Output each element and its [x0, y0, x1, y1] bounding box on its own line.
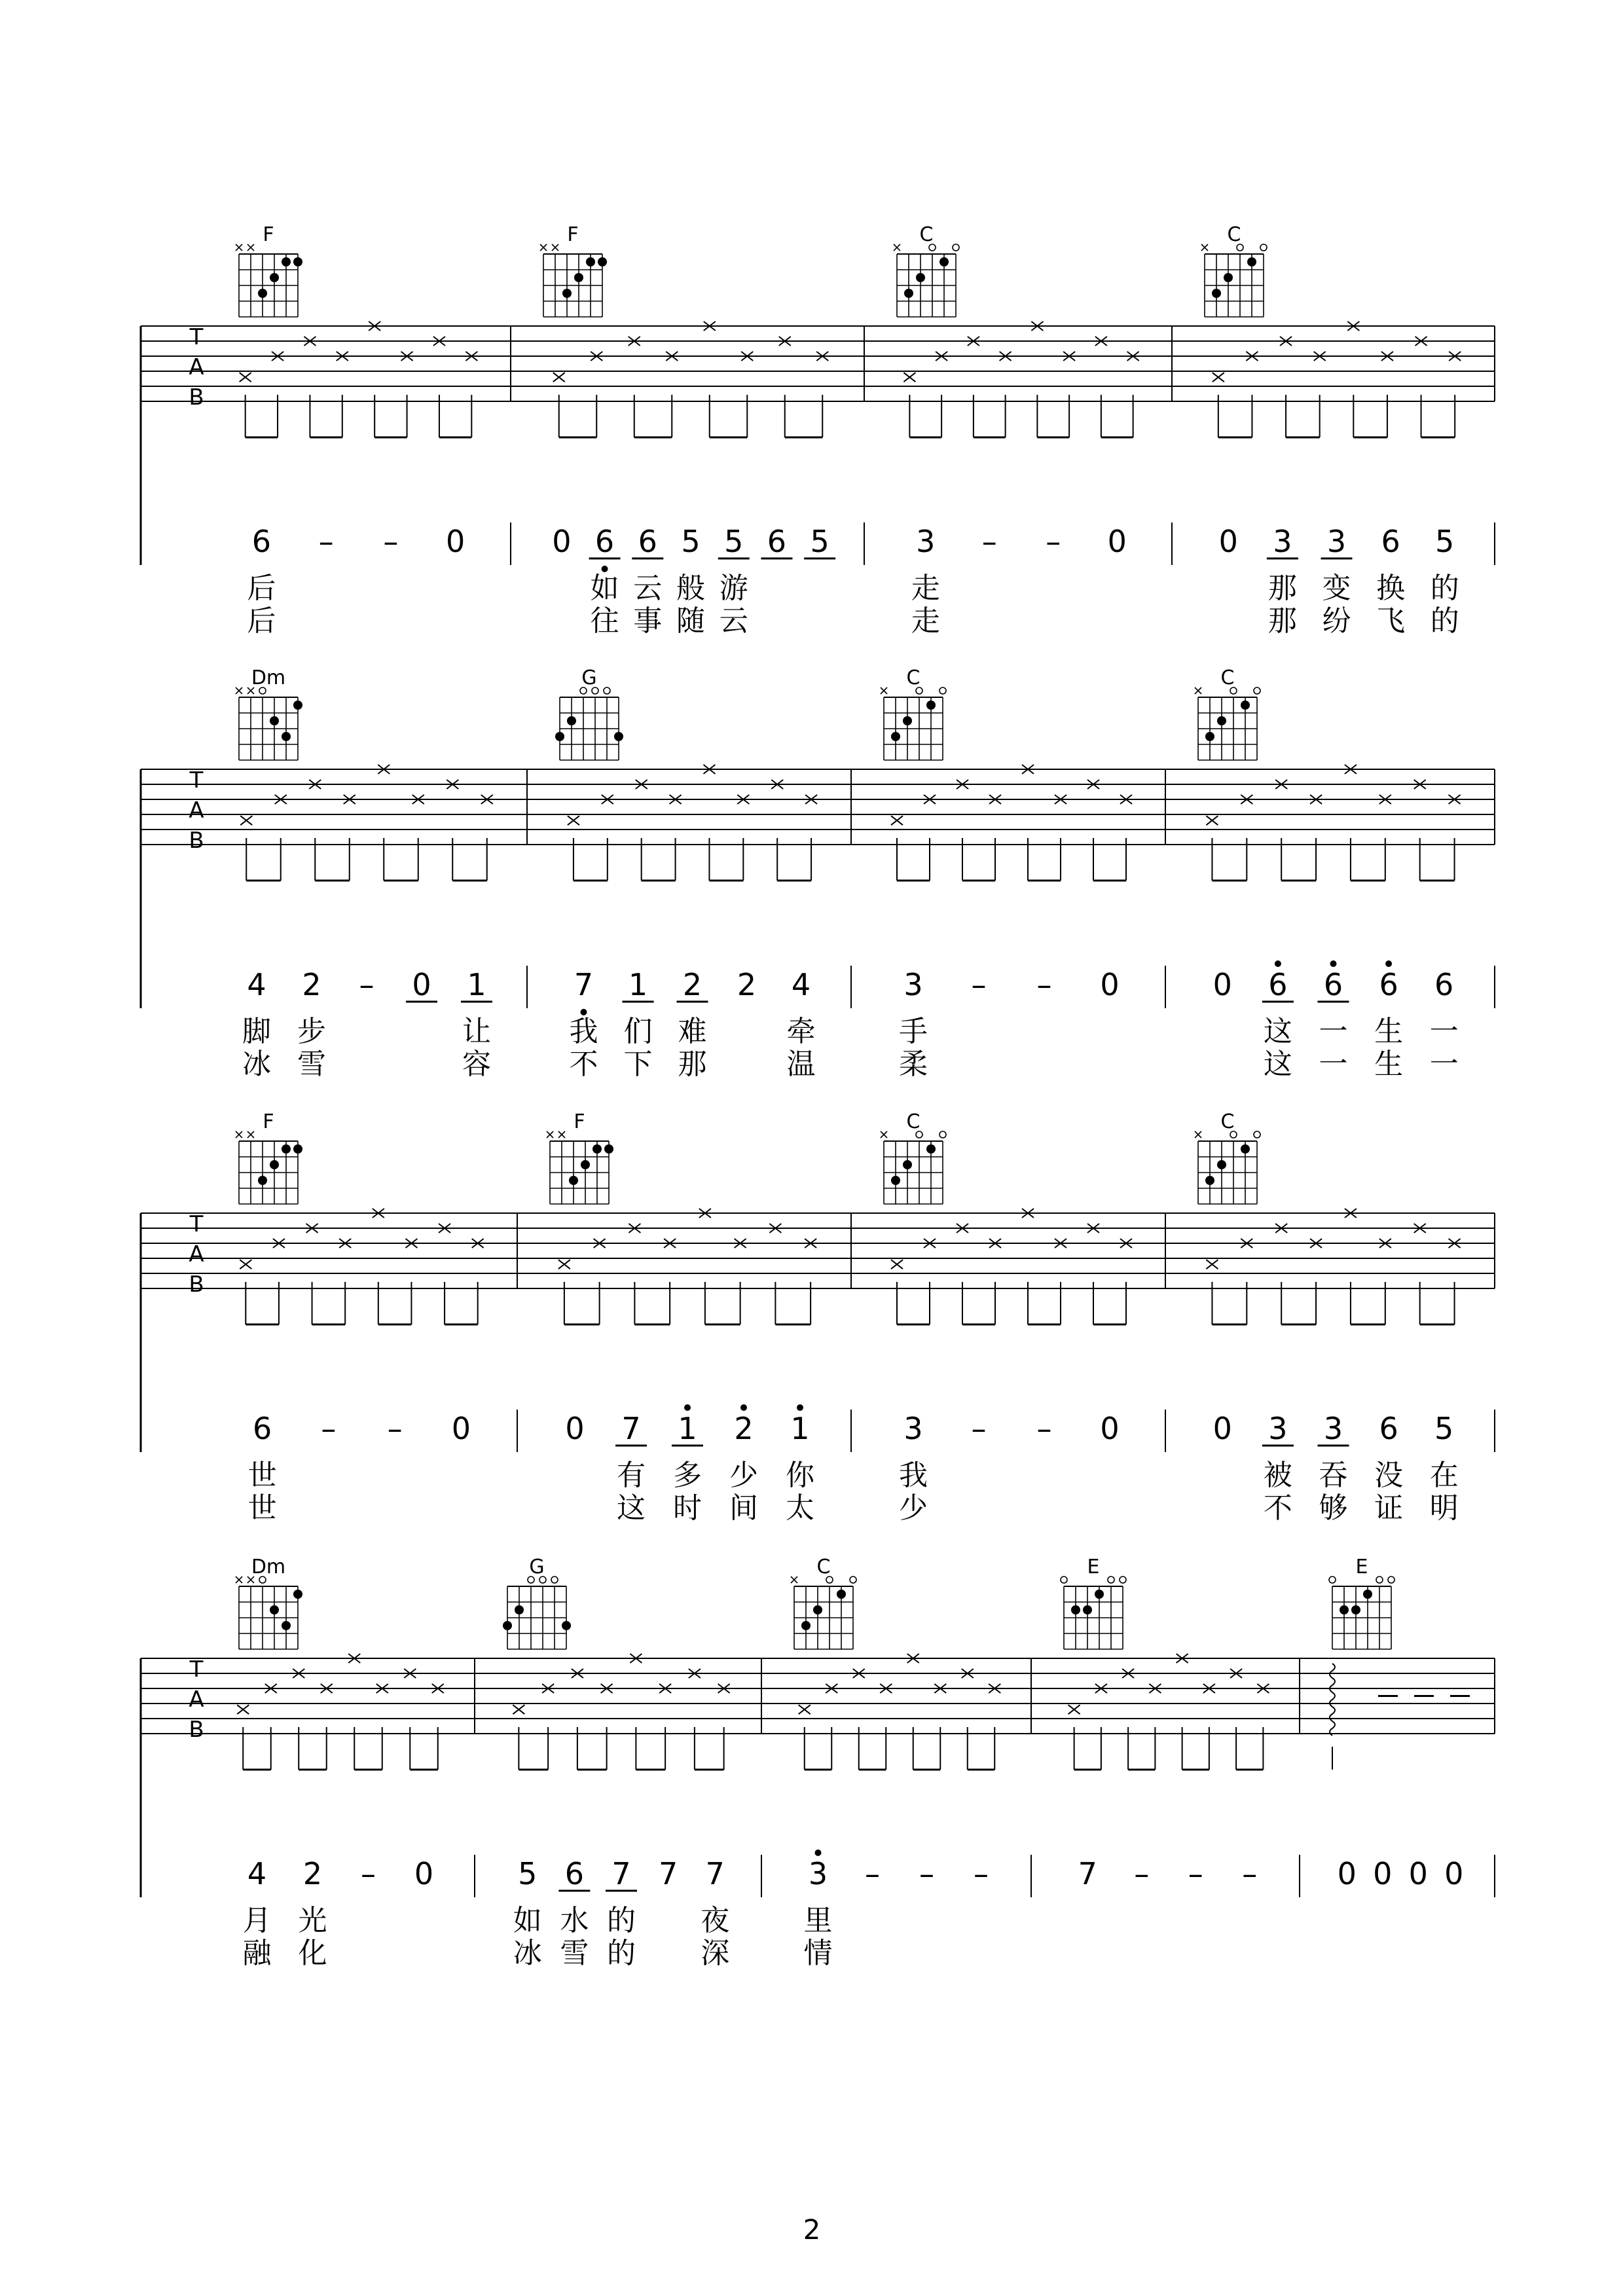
jianpu-note: – [1242, 1856, 1258, 1891]
measure [236, 666, 527, 1081]
jianpu-note: 0 [1373, 1856, 1393, 1891]
svg-text:A: A [189, 354, 204, 380]
lyric-char: 纷 [1322, 604, 1351, 638]
chord-name: F [263, 1110, 274, 1133]
lyric-char: 一 [1319, 1015, 1348, 1048]
lyric-char: 游 [719, 572, 748, 605]
lyric-char: 后 [247, 604, 276, 638]
measure [236, 223, 511, 638]
jianpu-note: 6 [252, 1411, 272, 1446]
lyric-char: 多 [673, 1459, 702, 1492]
lyric-char: 够 [1319, 1491, 1348, 1525]
lyric-char: 雪 [560, 1937, 589, 1970]
svg-text:A: A [189, 797, 204, 824]
chord-name: F [567, 223, 579, 246]
lyric-char: 化 [298, 1937, 327, 1970]
jianpu-note: 0 [1213, 1411, 1232, 1446]
lyric-char: 雪 [297, 1048, 326, 1081]
lyric-char: 下 [623, 1048, 653, 1081]
jianpu-note: – [1188, 1856, 1203, 1891]
jianpu-note: 5 [681, 524, 701, 559]
jianpu-note: 0 [1107, 524, 1127, 559]
measure [547, 1110, 851, 1525]
lyric-char: 换 [1376, 572, 1406, 605]
lyric-char: 变 [1322, 572, 1351, 605]
lyric-char: 手 [899, 1015, 928, 1048]
jianpu-note: – [318, 524, 334, 559]
measure [236, 1556, 475, 1970]
lyric-char: 水 [560, 1904, 589, 1937]
lyric-char: 容 [462, 1048, 491, 1081]
lyric-char: 往 [590, 604, 619, 638]
measure [881, 666, 1165, 1081]
lyric-char: 那 [1267, 572, 1297, 605]
chord-name: E [1355, 1556, 1368, 1578]
jianpu-note: 0 [451, 1411, 471, 1446]
tab-clef [189, 1211, 204, 1298]
jianpu-note: 6 [1268, 967, 1288, 1002]
jianpu-note: 6 [251, 524, 272, 559]
tab-clef [189, 1656, 204, 1743]
jianpu-note: – [971, 1411, 987, 1446]
jianpu-note: 0 [1444, 1856, 1464, 1891]
jianpu-note: 3 [1326, 524, 1347, 559]
lyric-char: 那 [678, 1048, 707, 1081]
lyric-char: 这 [1263, 1048, 1292, 1081]
lyric-char: 光 [298, 1904, 327, 1937]
lyric-char: 在 [1429, 1459, 1459, 1492]
lyric-char: 月 [242, 1904, 272, 1937]
measure [236, 1110, 517, 1525]
lyric-char: 你 [786, 1459, 814, 1492]
lyric-char: 这 [1263, 1015, 1292, 1048]
jianpu-note: 7 [611, 1856, 631, 1891]
lyric-char: 如 [590, 572, 619, 605]
lyric-char: 随 [676, 604, 705, 638]
svg-text:T: T [189, 1656, 204, 1683]
lyric-char: 吞 [1319, 1459, 1348, 1492]
jianpu-note: 2 [302, 1856, 323, 1891]
chord-name: C [816, 1556, 831, 1578]
lyric-char: 步 [297, 1015, 326, 1048]
measure [503, 1556, 761, 1970]
lyric-char: 融 [242, 1937, 272, 1970]
lyric-char: 的 [1430, 604, 1459, 638]
jianpu-note: 6 [1381, 524, 1400, 559]
jianpu-note: 0 [1100, 967, 1120, 1002]
jianpu-note: 0 [565, 1411, 585, 1446]
lyric-char: 时 [673, 1491, 702, 1525]
lyric-char: 这 [617, 1491, 646, 1525]
lyric-char: 生 [1374, 1048, 1404, 1081]
lyric-char: 太 [786, 1491, 814, 1525]
lyric-char: 间 [729, 1491, 758, 1525]
jianpu-note: 6 [1434, 967, 1454, 1002]
lyric-char: 里 [803, 1904, 833, 1937]
lyric-char: 我 [569, 1015, 598, 1048]
jianpu-note: 0 [445, 524, 465, 559]
jianpu-note: 1 [678, 1411, 697, 1446]
jianpu-note: – [387, 1411, 403, 1446]
lyric-char: 少 [899, 1491, 928, 1525]
jianpu-note: – [981, 524, 997, 559]
jianpu-note: 5 [810, 524, 830, 559]
jianpu-note: – [1036, 1411, 1052, 1446]
jianpu-note: – [974, 1856, 989, 1891]
jianpu-note: 5 [724, 524, 744, 559]
lyric-char: 事 [633, 604, 663, 638]
chord-name: E [1087, 1556, 1100, 1578]
lyric-char: 难 [678, 1015, 707, 1048]
jianpu-note: 2 [302, 967, 321, 1002]
lyric-char: 冰 [242, 1048, 271, 1081]
measure [791, 1556, 1031, 1970]
chord-name: C [919, 223, 934, 246]
chord-name: Dm [251, 666, 286, 689]
lyric-char: 柔 [899, 1048, 928, 1081]
lyric-char: 温 [786, 1048, 816, 1081]
jianpu-note: 4 [247, 1856, 267, 1891]
jianpu-note: 6 [594, 524, 615, 559]
jianpu-note: 7 [574, 967, 594, 1002]
tab-clef [189, 767, 204, 854]
svg-text:T: T [189, 767, 204, 793]
svg-text:A: A [189, 1241, 204, 1267]
jianpu-note: 7 [705, 1856, 725, 1891]
lyric-char: 夜 [701, 1904, 730, 1937]
jianpu-note: 0 [1100, 1411, 1120, 1446]
lyric-char: 般 [676, 572, 705, 605]
measure [894, 223, 1172, 638]
chord-name: C [1227, 223, 1241, 246]
svg-text:B: B [189, 384, 204, 410]
system [141, 1556, 1495, 1970]
lyric-char: 云 [633, 572, 663, 605]
lyric-char: 的 [607, 1937, 636, 1970]
jianpu-note: 0 [412, 967, 431, 1002]
jianpu-note: – [383, 524, 399, 559]
measure [1195, 666, 1495, 1081]
svg-text:B: B [189, 828, 204, 854]
lyric-char: 脚 [242, 1015, 271, 1048]
system [141, 666, 1495, 1081]
chord-name: C [906, 666, 921, 689]
jianpu-note: 0 [552, 524, 572, 559]
jianpu-note: – [321, 1411, 337, 1446]
jianpu-note: – [971, 967, 987, 1002]
jianpu-note: 6 [767, 524, 787, 559]
jianpu-note: 6 [1379, 967, 1398, 1002]
measure [540, 223, 864, 638]
lyric-char: 的 [607, 1904, 636, 1937]
jianpu-note: – [919, 1856, 934, 1891]
jianpu-note: 0 [1408, 1856, 1428, 1891]
svg-text:T: T [189, 1211, 204, 1237]
lyric-char: 深 [701, 1937, 730, 1970]
jianpu-note: 7 [621, 1411, 641, 1446]
lyric-char: 走 [911, 572, 940, 605]
lyric-char: 被 [1263, 1459, 1292, 1492]
lyric-char: 我 [899, 1459, 928, 1492]
lyric-char: 冰 [513, 1937, 542, 1970]
jianpu-note: 3 [903, 1411, 923, 1446]
lyric-char: 牵 [786, 1015, 816, 1048]
jianpu-note: 1 [628, 967, 648, 1002]
jianpu-note: 0 [1213, 967, 1232, 1002]
lyric-char: 如 [513, 1904, 542, 1937]
chord-name: G [581, 666, 597, 689]
jianpu-note: 6 [1323, 967, 1343, 1002]
jianpu-note: 7 [658, 1856, 678, 1891]
measure [1195, 1110, 1495, 1525]
jianpu-note: – [1046, 524, 1061, 559]
chord-name: C [1220, 1110, 1235, 1133]
jianpu-note: 6 [638, 524, 657, 559]
jianpu-note: 2 [682, 967, 702, 1002]
lyric-char: 情 [803, 1937, 833, 1970]
chord-name: Dm [251, 1556, 286, 1578]
system [141, 1110, 1495, 1525]
jianpu-note: 5 [518, 1856, 538, 1891]
chord-name: F [574, 1110, 585, 1133]
jianpu-note: 3 [916, 524, 936, 559]
lyric-char: 云 [719, 604, 748, 638]
lyric-char: 那 [1267, 604, 1297, 638]
lyric-char: 一 [1319, 1048, 1348, 1081]
lyric-char: 没 [1374, 1459, 1404, 1492]
jianpu-note: 3 [1273, 524, 1292, 559]
jianpu-note: 3 [903, 967, 923, 1002]
measure [555, 666, 851, 1081]
measure [881, 1110, 1165, 1525]
jianpu-note: 7 [1078, 1856, 1097, 1891]
jianpu-note: – [361, 1856, 376, 1891]
jianpu-note: 5 [1435, 524, 1455, 559]
lyric-char: 的 [1430, 572, 1459, 605]
lyric-char: 让 [462, 1015, 491, 1048]
chord-name: G [529, 1556, 545, 1578]
jianpu-note: 1 [790, 1411, 810, 1446]
jianpu-note: 0 [414, 1856, 434, 1891]
jianpu-note: 6 [1379, 1411, 1398, 1446]
measure [1329, 1556, 1495, 1897]
jianpu-note: – [1036, 967, 1052, 1002]
lyric-char: 世 [247, 1459, 277, 1492]
lyric-char: 证 [1374, 1491, 1404, 1525]
tab-clef [189, 324, 204, 410]
score [141, 223, 1495, 1970]
jianpu-note: – [359, 967, 374, 1002]
chord-name: C [906, 1110, 921, 1133]
jianpu-note: 3 [808, 1856, 828, 1891]
lyric-char: 走 [911, 604, 940, 638]
jianpu-note: 4 [247, 967, 266, 1002]
lyric-char: 世 [247, 1491, 277, 1525]
lyric-char: 一 [1429, 1015, 1459, 1048]
chord-name: F [263, 223, 274, 246]
lyric-char: 一 [1429, 1048, 1459, 1081]
svg-text:B: B [189, 1271, 204, 1298]
jianpu-note: 2 [737, 967, 757, 1002]
measure [1201, 223, 1495, 638]
lyric-char: 不 [1263, 1491, 1292, 1525]
page-number: 2 [803, 2214, 821, 2246]
jianpu-note: 0 [1337, 1856, 1357, 1891]
jianpu-note: – [1134, 1856, 1150, 1891]
lyric-char: 不 [569, 1048, 598, 1081]
jianpu-note: 1 [467, 967, 486, 1002]
svg-text:A: A [189, 1686, 204, 1713]
chord-name: C [1220, 666, 1235, 689]
svg-text:B: B [189, 1717, 204, 1743]
lyric-char: 少 [729, 1459, 758, 1492]
jianpu-note: 3 [1323, 1411, 1343, 1446]
jianpu-note: 3 [1268, 1411, 1288, 1446]
lyric-char: 生 [1374, 1015, 1404, 1048]
lyric-char: 有 [617, 1459, 646, 1492]
measure [1061, 1556, 1300, 1897]
jianpu-note: 5 [1434, 1411, 1454, 1446]
jianpu-note: 2 [734, 1411, 754, 1446]
lyric-char: 明 [1429, 1491, 1459, 1525]
svg-text:T: T [189, 324, 204, 350]
jianpu-note: 4 [791, 967, 811, 1002]
jianpu-note: 0 [1218, 524, 1238, 559]
lyric-char: 后 [247, 572, 276, 605]
system [141, 223, 1495, 638]
jianpu-note: – [865, 1856, 880, 1891]
lyric-char: 飞 [1376, 604, 1406, 638]
lyric-char: 们 [623, 1015, 653, 1048]
jianpu-note: 6 [564, 1856, 585, 1891]
